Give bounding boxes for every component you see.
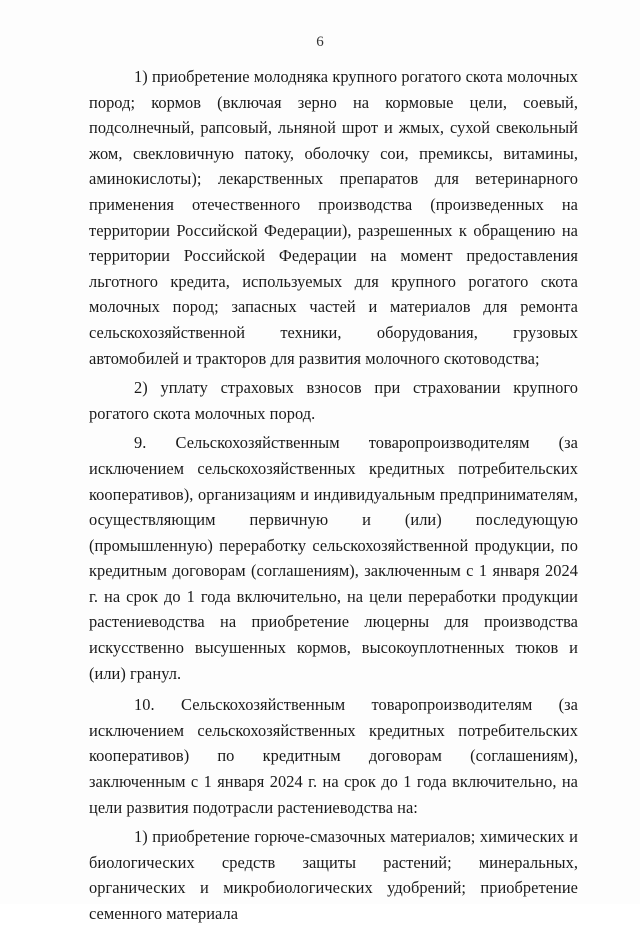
paragraph-item-1: 1) приобретение молодняка крупного рогатого скота молочных пород; кормов (включая зерно на кормовые цели, соевый, подсолнечный, рапсовый, льняной шрот и жмых, сухой свекольный жом, свекловичную патоку, оболочку сои, премиксы, витамины, аминокислоты); лекарственных препаратов для ветеринарного применения отечественного производства (произведенных на территории Российской Федерации), разрешенных к обращению на территории Российской Федерации на момент предоставления льготного кредита, используемых для крупного рогатого скота молочных пород; запасных частей и материалов для ремонта сельскохозяйственной техники, оборудования, грузовых автомобилей и тракторов для развития молочного скотоводства; <box>89 67 578 368</box>
paragraph-subitem-1: 1) приобретение горюче-смазочных материалов; химических и биологических средств защиты растений; минеральных, органических и микробиологических удобрений; приобретение семенного материала <box>89 827 578 923</box>
paragraph-point-10: 10. Сельскохозяйственным товаропроизводителям (за исключением сельскохозяйственных кредитных потребительских кооперативов) по кредитным договорам (соглашениям), заключенным с 1 января 2024 г. на срок до 1 года включительно, на цели развития подотрасли растениеводства на: <box>89 695 578 817</box>
paragraph-item-2: 2) уплату страховых взносов при страховании крупного рогатого скота молочных пород. <box>89 378 578 423</box>
page-number: 6 <box>316 34 324 50</box>
paragraph-point-9: 9. Сельскохозяйственным товаропроизводителям (за исключением сельскохозяйственных кредитных потребительских кооперативов), организациям и индивидуальным предпринимателям, осуществляющим первичную и (или) последующую (промышленную) переработку сельскохозяйственной продукции, по кредитным договорам (соглашениям), заключенным с 1 января 2024 г. на срок до 1 года включительно, на цели переработки продукции растениеводства на приобретение люцерны для производства искусственно высушенных кормов, высокоуплотненных тюков и (или) гранул. <box>89 433 578 683</box>
document-body <box>89 64 578 927</box>
